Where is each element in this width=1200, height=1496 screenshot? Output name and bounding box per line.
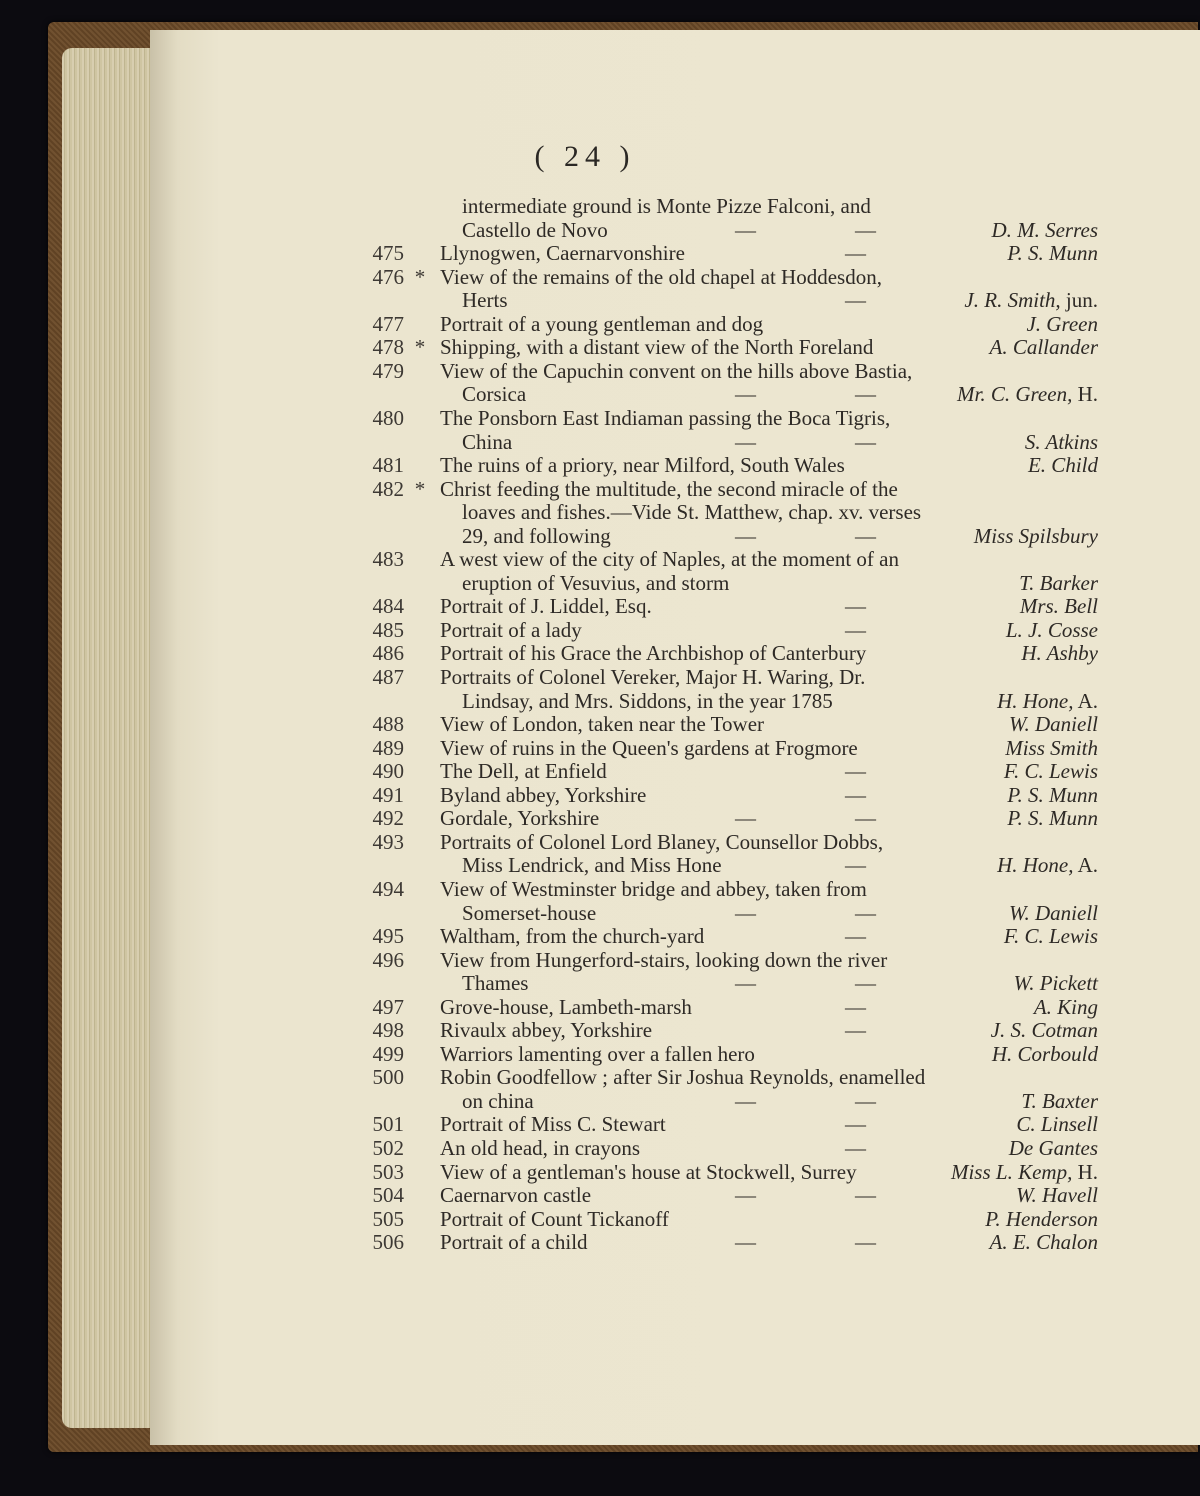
artist-name-text: Miss L. Kemp,: [950, 1159, 1073, 1184]
entry-title: Gordale, Yorkshire: [440, 806, 600, 831]
catalogue-line: [0, 312, 1200, 336]
catalogue-line: [0, 830, 1200, 854]
artist-name-text: W. Daniell: [1008, 712, 1098, 737]
catalogue-line: [0, 877, 1200, 901]
entry-title: Portrait of Count Tickanoff: [440, 1206, 669, 1231]
catalogue-line: [0, 194, 1200, 218]
asterisk-mark: *: [414, 476, 426, 501]
artist-name-text: T. Barker: [1019, 570, 1098, 595]
artist-name: [1025, 430, 1098, 454]
entry-title: Herts: [462, 288, 508, 313]
entry-number: 483: [372, 547, 404, 572]
entry-title: View of London, taken near the Tower: [440, 712, 765, 737]
asterisk-mark: *: [414, 264, 426, 289]
entry-title: Portraits of Colonel Vereker, Major H. Waring, Dr.: [440, 665, 866, 689]
entry-title: Portrait of a lady: [440, 617, 582, 642]
artist-name-text: H. Ashby: [1021, 641, 1098, 666]
artist-name-text: Miss Smith: [1005, 735, 1098, 760]
entry-number: 505: [372, 1206, 404, 1231]
entry-number: 490: [372, 759, 404, 784]
catalogue-line: [0, 1089, 1200, 1113]
entry-title: Llynogwen, Caernarvonshire: [440, 241, 685, 266]
entry-number: 499: [372, 1041, 404, 1066]
entry-title: Warriors lamenting over a fallen hero: [440, 1041, 755, 1066]
artist-suffix: A.: [1073, 688, 1098, 713]
catalogue-line: [0, 806, 1200, 830]
dash-separator: —: [855, 382, 876, 407]
entry-title: Portraits of Colonel Lord Blaney, Counsellor Dobbs,: [440, 829, 884, 854]
entry-title: View of a gentleman's house at Stockwell, Surrey: [440, 1159, 857, 1184]
catalogue-line: [0, 335, 1200, 359]
artist-name: [1006, 618, 1098, 642]
entry-title: A west view of the city of Naples, at the moment of an: [440, 547, 899, 572]
artist-name: [990, 1230, 1099, 1254]
entry-number: 481: [372, 453, 404, 478]
catalogue-line: [0, 1183, 1200, 1207]
artist-name-text: H. Hone,: [997, 688, 1074, 713]
dash-separator: —: [735, 429, 756, 454]
artist-name: [1028, 453, 1098, 477]
entry-title: View of the remains of the old chapel at Hoddesdon,: [440, 264, 882, 289]
entry-title: Lindsay, and Mrs. Siddons, in the year 1785: [462, 688, 833, 713]
entry-number: 484: [372, 594, 404, 619]
catalogue-line: [0, 382, 1200, 406]
entry-title: intermediate ground is Monte Pizze Falconi, and: [462, 194, 871, 218]
artist-name-text: F. C. Lewis: [1003, 924, 1098, 949]
entry-title: Castello de Novo: [462, 217, 608, 242]
artist-name: [1005, 736, 1098, 760]
entry-title: China: [462, 429, 513, 454]
catalogue-line: [0, 430, 1200, 454]
artist-name: [1009, 712, 1098, 736]
entry-title: The Ponsborn East Indiaman passing the Boca Tigris,: [440, 405, 891, 430]
entry-number: 477: [372, 311, 404, 336]
catalogue-line: [0, 406, 1200, 430]
dash-separator: —: [855, 806, 876, 831]
entry-number: 494: [372, 876, 404, 901]
entry-number: 493: [372, 829, 404, 854]
catalogue-line: [0, 288, 1200, 312]
artist-name: [957, 382, 1098, 406]
dash-separator: —: [735, 523, 756, 548]
artist-name: [1007, 806, 1098, 830]
artist-name: [951, 1160, 1098, 1184]
artist-name-text: F. C. Lewis: [1003, 759, 1098, 784]
catalogue-line: [0, 665, 1200, 689]
dash-separator: —: [735, 1230, 756, 1255]
artist-name: [964, 288, 1098, 312]
catalogue-line: [0, 759, 1200, 783]
artist-name-text: P. Henderson: [985, 1206, 1098, 1231]
catalogue-line: [0, 500, 1200, 524]
entry-title: loaves and fishes.—Vide St. Matthew, chap. xv. verses: [462, 500, 922, 525]
catalogue-line: [0, 1136, 1200, 1160]
page-number: ( 24 ): [534, 140, 636, 173]
entry-number: 478: [372, 335, 404, 360]
catalogue-line: [0, 901, 1200, 925]
entry-number: 488: [372, 712, 404, 737]
artist-suffix: jun.: [1060, 288, 1098, 313]
entry-title: View of Westminster bridge and abbey, taken from: [440, 876, 867, 901]
artist-name: [1009, 901, 1098, 925]
artist-name-text: P. S. Munn: [1007, 241, 1098, 266]
entry-title: Shipping, with a distant view of the North Foreland: [440, 335, 874, 360]
catalogue-line: [0, 641, 1200, 665]
dash-separator: —: [845, 853, 866, 878]
catalogue-line: [0, 1230, 1200, 1254]
entry-number: 497: [372, 994, 404, 1019]
entry-title: Portrait of his Grace the Archbishop of Canterbury: [440, 641, 867, 666]
artist-name-text: A. King: [1033, 994, 1098, 1019]
dash-separator: —: [855, 900, 876, 925]
entry-title: View of the Capuchin convent on the hills above Bastia,: [440, 358, 913, 383]
dash-separator: —: [845, 617, 866, 642]
artist-name-text: A. E. Chalon: [989, 1230, 1098, 1255]
artist-name-text: C. Linsell: [1016, 1112, 1098, 1137]
dash-separator: —: [735, 971, 756, 996]
artist-suffix: A.: [1073, 853, 1098, 878]
catalogue-line: [0, 736, 1200, 760]
artist-name: [991, 218, 1098, 242]
dash-separator: —: [855, 217, 876, 242]
dash-separator: —: [845, 1018, 866, 1043]
artist-name-text: W. Pickett: [1013, 971, 1098, 996]
catalogue-line: [0, 853, 1200, 877]
entry-title: Portrait of Miss C. Stewart: [440, 1112, 666, 1137]
entry-number: 496: [372, 947, 404, 972]
artist-name-text: W. Havell: [1015, 1183, 1098, 1208]
catalogue-line: [0, 547, 1200, 571]
catalogue-line: [0, 712, 1200, 736]
dash-separator: —: [845, 594, 866, 619]
entry-number: 480: [372, 405, 404, 430]
artist-name-text: Miss Spilsbury: [973, 523, 1098, 548]
dash-separator: —: [735, 382, 756, 407]
artist-suffix: H.: [1072, 382, 1098, 407]
catalogue-line: [0, 453, 1200, 477]
entry-title: Thames: [462, 971, 529, 996]
artist-name-text: D. M. Serres: [991, 217, 1098, 242]
catalogue-line: [0, 1160, 1200, 1184]
entry-number: 506: [372, 1230, 404, 1255]
artist-name: [1007, 783, 1098, 807]
entry-number: 502: [372, 1136, 404, 1160]
entry-number: 500: [372, 1065, 404, 1090]
artist-suffix: H.: [1072, 1159, 1098, 1184]
artist-name: [992, 1042, 1098, 1066]
entry-number: 475: [372, 241, 404, 266]
catalogue-line: [0, 218, 1200, 242]
dash-separator: —: [735, 217, 756, 242]
dash-separator: —: [845, 759, 866, 784]
artist-name: [1034, 995, 1098, 1019]
catalogue-line: [0, 995, 1200, 1019]
catalogue-line: [0, 1112, 1200, 1136]
entry-title: The ruins of a priory, near Milford, South Wales: [440, 453, 845, 478]
artist-name-text: De Gantes: [1008, 1136, 1098, 1160]
artist-name: [997, 853, 1098, 877]
artist-name: [974, 524, 1098, 548]
dash-separator: —: [845, 994, 866, 1019]
catalogue-line: [0, 477, 1200, 501]
entry-title: Caernarvon castle: [440, 1183, 592, 1208]
catalogue-line: [0, 689, 1200, 713]
artist-name: [1016, 1112, 1098, 1136]
artist-name: [985, 1207, 1098, 1231]
artist-name: [1019, 571, 1098, 595]
entry-number: 486: [372, 641, 404, 666]
dash-separator: —: [845, 1136, 866, 1160]
dash-separator: —: [855, 1088, 876, 1113]
artist-name: [1020, 594, 1098, 618]
entry-title: Waltham, from the church-yard: [440, 924, 705, 949]
artist-name: [990, 335, 1099, 359]
catalogue-line: [0, 971, 1200, 995]
artist-name-text: J. R. Smith,: [964, 288, 1061, 313]
artist-name: [997, 689, 1098, 713]
entry-number: 495: [372, 924, 404, 949]
catalogue-line: [0, 618, 1200, 642]
catalogue-line: [0, 1018, 1200, 1042]
entry-title: The Dell, at Enfield: [440, 759, 607, 784]
entry-title: eruption of Vesuvius, and storm: [462, 570, 730, 595]
dash-separator: —: [845, 1112, 866, 1137]
catalogue-line: [0, 265, 1200, 289]
entry-title: 29, and following: [462, 523, 611, 548]
dash-separator: —: [855, 971, 876, 996]
artist-name: [1014, 971, 1098, 995]
entry-number: 485: [372, 617, 404, 642]
entry-title: Christ feeding the multitude, the second miracle of the: [440, 476, 898, 501]
catalogue-line: [0, 948, 1200, 972]
entry-number: 492: [372, 806, 404, 831]
catalogue-line: [0, 1042, 1200, 1066]
artist-name: [1004, 924, 1098, 948]
dash-separator: —: [855, 523, 876, 548]
entry-title: View of ruins in the Queen's gardens at Frogmore: [440, 735, 858, 760]
entry-title: Portrait of J. Liddel, Esq.: [440, 594, 652, 619]
artist-name-text: J. Green: [1026, 311, 1098, 336]
artist-name-text: J. S. Cotman: [990, 1018, 1098, 1043]
entry-title: Somerset-house: [462, 900, 597, 925]
catalogue-line: [0, 783, 1200, 807]
catalogue-line: [0, 571, 1200, 595]
entry-title: An old head, in crayons: [440, 1136, 641, 1160]
artist-name-text: H. Hone,: [997, 853, 1074, 878]
entry-title: Corsica: [462, 382, 527, 407]
entry-title: Miss Lendrick, and Miss Hone: [462, 853, 722, 878]
entry-title: Portrait of a young gentleman and dog: [440, 311, 764, 336]
catalogue-line: [0, 359, 1200, 383]
dash-separator: —: [845, 241, 866, 266]
dash-separator: —: [845, 288, 866, 313]
dash-separator: —: [735, 1183, 756, 1208]
artist-name: [1009, 1136, 1098, 1160]
dash-separator: —: [845, 924, 866, 949]
dash-separator: —: [735, 900, 756, 925]
entry-number: 482: [372, 476, 404, 501]
artist-name-text: P. S. Munn: [1007, 782, 1098, 807]
artist-name: [1016, 1183, 1098, 1207]
artist-name-text: P. S. Munn: [1007, 806, 1098, 831]
entry-number: 489: [372, 735, 404, 760]
entry-number: 487: [372, 665, 404, 689]
artist-name-text: W. Daniell: [1008, 900, 1098, 925]
entry-title: View from Hungerford-stairs, looking down the river: [440, 947, 888, 972]
dash-separator: —: [855, 429, 876, 454]
entry-title: Byland abbey, Yorkshire: [440, 782, 647, 807]
dash-separator: —: [735, 1088, 756, 1113]
catalogue-line: [0, 241, 1200, 265]
entry-title: Rivaulx abbey, Yorkshire: [440, 1018, 653, 1043]
entry-number: 479: [372, 358, 404, 383]
catalogue-line: [0, 594, 1200, 618]
entry-number: 504: [372, 1183, 404, 1208]
entry-number: 491: [372, 782, 404, 807]
artist-name: [1007, 241, 1098, 265]
catalogue-line: [0, 1207, 1200, 1231]
artist-name-text: L. J. Cosse: [1005, 617, 1098, 642]
entry-number: 501: [372, 1112, 404, 1137]
artist-name-text: Mr. C. Green,: [957, 382, 1073, 407]
artist-name-text: Mrs. Bell: [1019, 594, 1098, 619]
artist-name: [1021, 641, 1098, 665]
artist-name: [1004, 759, 1098, 783]
catalogue-line: [0, 1065, 1200, 1089]
asterisk-mark: *: [414, 335, 426, 360]
artist-name-text: T. Baxter: [1021, 1088, 1098, 1113]
artist-name-text: A. Callander: [989, 335, 1098, 360]
entry-title: on china: [462, 1088, 534, 1113]
artist-name-text: H. Corbould: [991, 1041, 1098, 1066]
catalogue-line: [0, 924, 1200, 948]
dash-separator: —: [855, 1230, 876, 1255]
artist-name: [991, 1018, 1098, 1042]
dash-separator: —: [735, 806, 756, 831]
dash-separator: —: [855, 1183, 876, 1208]
entry-title: Grove-house, Lambeth-marsh: [440, 994, 692, 1019]
artist-name-text: E. Child: [1027, 453, 1098, 478]
entry-number: 476: [372, 264, 404, 289]
artist-name: [1026, 312, 1098, 336]
catalogue-line: [0, 524, 1200, 548]
artist-name-text: S. Atkins: [1024, 429, 1098, 454]
entry-number: 498: [372, 1018, 404, 1043]
artist-name: [1021, 1089, 1098, 1113]
dash-separator: —: [845, 782, 866, 807]
entry-title: Robin Goodfellow ; after Sir Joshua Reynolds, enamelled: [440, 1065, 926, 1090]
entry-title: Portrait of a child: [440, 1230, 588, 1255]
entry-number: 503: [372, 1159, 404, 1184]
